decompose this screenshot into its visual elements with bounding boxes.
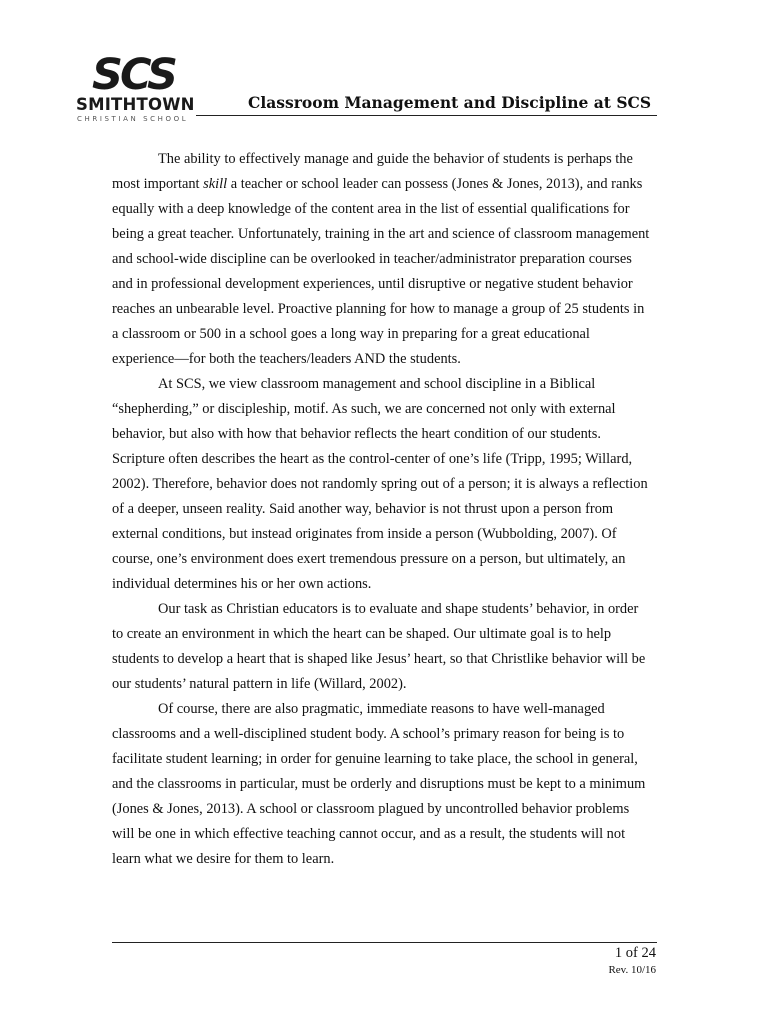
document-body xyxy=(112,147,652,872)
paragraph-1-text-start: The ability to effectively manage and guide the behavior of students is perhaps the most important xyxy=(112,151,633,192)
paragraph-1-text-end: a teacher or school leader can possess (Jones & Jones, 2013), and ranks equally with a deep knowledge of the content area in the list of essential qualifications for being a great teacher. Unfortunately, training in the art and science of classroom management and school-wide discipline can be overlooked in teacher/administrator preparation courses and in professional development experiences, until disruptive or negative student behavior reaches an unbearable level. Proactive planning for how to manage a group of 25 students in a classroom or 500 in a school goes a long way in preparing for a great educational experience—for both the teachers/leaders AND the students. xyxy=(112,176,650,367)
school-logo xyxy=(76,50,198,124)
paragraph-1-emphasis: skill xyxy=(203,176,228,192)
document-title: Classroom Management and Discipline at SCS xyxy=(248,93,652,112)
paragraph-3: Our task as Christian educators is to evaluate and shape students’ behavior, in order to create an environment in which the heart can be shaped. Our ultimate goal is to help students to develop a heart that is shaped like Jesus’ heart, so that Christlike behavior will be our students’ natural pattern in life (Willard, 2002). xyxy=(112,601,646,692)
paragraph-1 xyxy=(112,147,652,372)
logo-mark: SCS xyxy=(92,50,175,100)
page-number: 1 of 24 xyxy=(614,945,656,961)
paragraph-2: At SCS, we view classroom management and school discipline in a Biblical “shepherding,” or discipleship, motif. As such, we are concerned not only with external behavior, but also with how that behavior reflects the heart condition of our students. Scripture often describes the heart as the control-center of one’s life (Tripp, 1995; Willard, 2002). Therefore, behavior does not randomly spring out of a person; it is always a reflection of a deeper, unseen reality. Said another way, behavior is not thrust upon a person from external conditions, but instead originates from inside a person (Wubbolding, 2007). Of course, one’s environment does exert tremendous pressure on a person, but ultimately, an individual determines his or her own actions. xyxy=(112,376,648,592)
paragraph-4: Of course, there are also pragmatic, immediate reasons to have well-managed classrooms and a well-disciplined student body. A school’s primary reason for being is to facilitate student learning; in order for genuine learning to take place, the school in general, and the classrooms in particular, must be orderly and disruptions must be kept to a minimum (Jones & Jones, 2013). A school or classroom plagued by uncontrolled behavior problems will be one in which effective teaching cannot occur, and as a result, the students will not learn what we desire for them to learn. xyxy=(112,701,646,867)
logo-subtitle: CHRISTIAN SCHOOL xyxy=(77,115,189,123)
revision-label: Rev. 10/16 xyxy=(608,964,656,976)
logo-school-name: SMITHTOWN xyxy=(76,95,195,114)
footer-divider xyxy=(112,942,657,943)
header-divider xyxy=(196,115,657,116)
